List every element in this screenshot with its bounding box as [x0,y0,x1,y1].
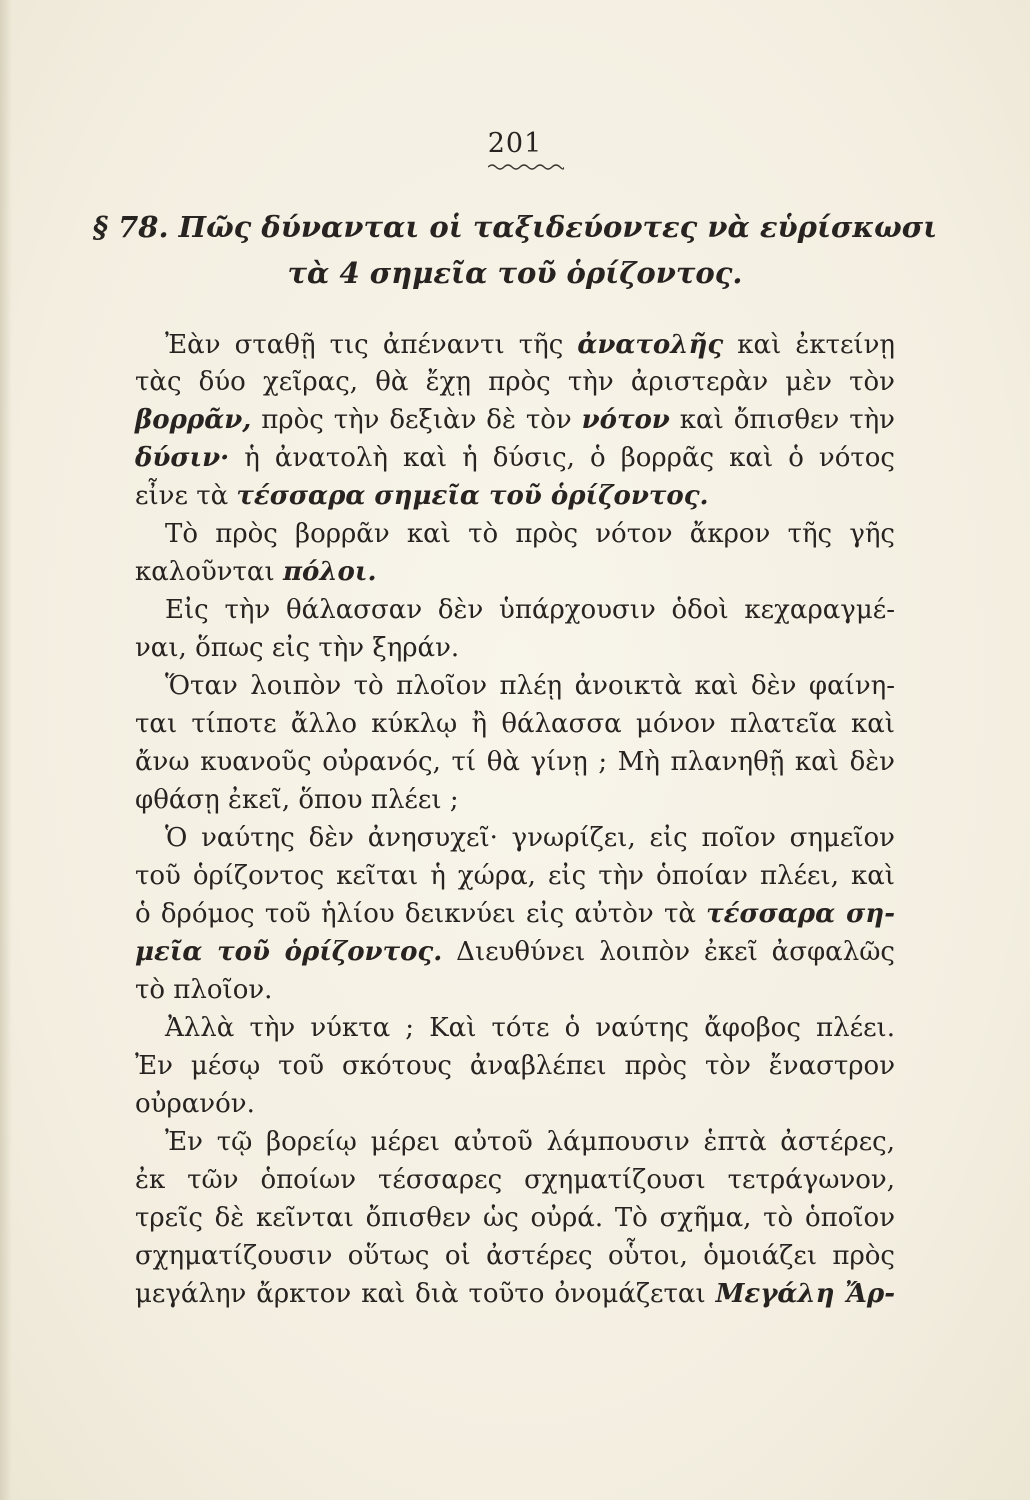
emphasized-term: τέσσαρα σημεῖα τοῦ ὁρίζοντος. [236,481,709,511]
text-run: εἶνε τὰ [135,481,237,511]
text-line [165,514,895,554]
text-line [135,476,895,516]
text-line [135,400,895,440]
text-run: Τὸ πρὸς βορρᾶν καὶ τὸ πρὸς νότον ἄκρον τῆς γῆς [165,519,895,549]
text-line [165,325,895,365]
text-run: καὶ ἐκτείνῃ [723,330,895,360]
text-line [135,1160,895,1200]
text-run: ἄνω κυανοῦς οὐρανός, τί θὰ γίνῃ ; Μὴ πλανηθῇ καὶ δὲν [135,747,895,777]
text-run: φθάσῃ ἐκεῖ, ὅπου πλέει ; [135,785,459,815]
text-run: τὸ πλοῖον. [135,975,273,1005]
text-line [165,1008,895,1048]
text-line [135,1198,895,1238]
text-line [135,1084,895,1124]
text-run: πρὸς τὴν δεξιὰν δὲ τὸν [251,405,582,435]
text-run: Ἐν τῷ βορείῳ μέρει αὐτοῦ λάμπουσιν ἑπτὰ ἀστέρες, [165,1127,895,1157]
wavy-underline-ornament [488,163,564,171]
text-line [135,552,895,592]
text-line [135,742,895,782]
text-line [135,628,895,668]
text-run: ἐκ τῶν ὁποίων τέσσαρες σχηματίζουσι τετράγωνον, [135,1165,895,1195]
text-line [135,362,895,402]
emphasized-term: δύσιν· [135,443,230,473]
text-run: Ὅταν λοιπὸν τὸ πλοῖον πλέῃ ἀνοικτὰ καὶ δὲν φαίνη- [165,671,895,701]
emphasized-term: ἀνατολῆς [577,330,724,360]
text-run: τοῦ ὁρίζοντος κεῖται ἡ χώρα, εἰς τὴν ὁποίαν πλέει, καὶ [135,861,895,891]
section-heading-line-1: § 78. Πῶς δύνανται οἱ ταξιδεύοντες νὰ εὑρίσκωσι [92,210,938,244]
text-line [135,704,895,744]
text-run: ὁ δρόμος τοῦ ἡλίου δεικνύει εἰς αὐτὸν τὰ [135,899,707,929]
text-line [135,970,895,1010]
section-heading-line-2: τὰ 4 σημεῖα τοῦ ὁρίζοντος. [287,256,743,290]
text-run: ναι, ὅπως εἰς τὴν ξηράν. [135,633,460,663]
text-line [135,780,895,820]
text-line [135,1236,895,1276]
text-line [135,932,895,972]
text-line [135,856,895,896]
text-run: ται τίποτε ἄλλο κύκλῳ ἢ θάλασσα μόνον πλατεῖα καὶ [135,709,895,739]
text-line [135,1046,895,1086]
text-line [165,1122,895,1162]
text-run: καὶ ὄπισθεν τὴν [669,405,895,435]
text-line [135,438,895,478]
text-run: σχηματίζουσιν οὕτως οἱ ἀστέρες οὗτοι, ὁμοιάζει πρὸς [135,1241,895,1271]
emphasized-term: νότον [581,405,670,435]
emphasized-term: πόλοι. [282,557,377,587]
emphasized-term: μεῖα τοῦ ὁρίζοντος. [135,937,443,967]
text-run: Ἀλλὰ τὴν νύκτα ; Καὶ τότε ὁ ναύτης ἄφοβος πλέει. [165,1013,895,1043]
emphasized-term: βορρᾶν, [135,405,252,435]
page-number: 201 [487,128,543,159]
text-run: τὰς δύο χεῖρας, θὰ ἔχῃ πρὸς τὴν ἀριστερὰν μὲν τὸν [135,367,895,397]
text-run: Ὁ ναύτης δὲν ἀνησυχεῖ· γνωρίζει, εἰς ποῖον σημεῖον [165,823,895,853]
text-run: μεγάλην ἄρκτον καὶ διὰ τοῦτο ὀνομάζεται [135,1279,716,1309]
text-line [165,818,895,858]
text-run: τρεῖς δὲ κεῖνται ὄπισθεν ὡς οὐρά. Τὸ σχῆμα, τὸ ὁποῖον [135,1203,895,1233]
emphasized-term: τέσσαρα ση- [706,899,895,929]
text-line [165,590,895,630]
text-line [165,666,895,706]
text-run: Εἰς τὴν θάλασσαν δὲν ὑπάρχουσιν ὁδοὶ κεχαραγμέ- [165,595,895,625]
text-run: Ἐὰν σταθῇ τις ἀπέναντι τῆς [165,330,578,360]
text-run: Ἐν μέσῳ τοῦ σκότους ἀναβλέπει πρὸς τὸν ἔναστρον [135,1051,895,1081]
text-run: καλοῦνται [135,557,283,587]
emphasized-term: Μεγάλη Ἄρ- [715,1279,895,1309]
text-line [135,894,895,934]
text-run: οὐρανόν. [135,1089,255,1119]
text-run: ἡ ἀνατολὴ καὶ ἡ δύσις, ὁ βορρᾶς καὶ ὁ νότος [229,443,895,473]
text-run: Διευθύνει λοιπὸν ἐκεῖ ἀσφαλῶς [442,937,895,967]
text-line [135,1274,895,1314]
